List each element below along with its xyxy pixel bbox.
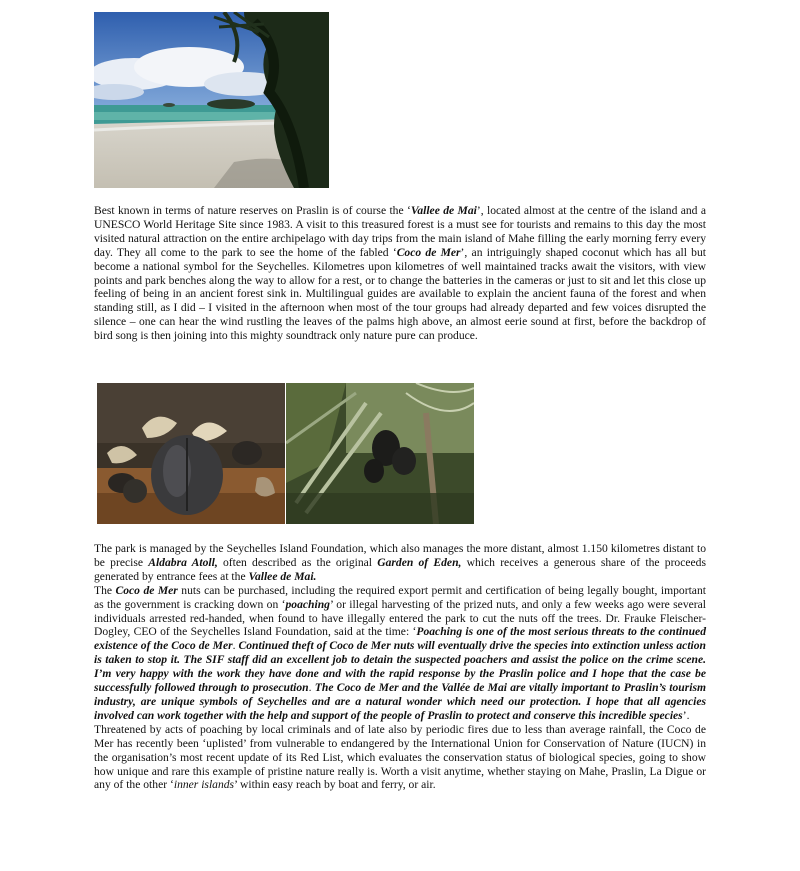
paragraph-vallee-de-mai: Best known in terms of nature reserves on Praslin is of course the ‘Vallee de Mai’, located almost at the centre of the island and a UNESCO World Heritage Site since 1983. A visit to this treasured forest is a must see for tourists and remains to this day the most visited natural attraction on the entire archipelago with day trips from the main island of Mahe filling the early morning ferry every day. They all come to the park to see the home of the fabled ‘Coco de Mer’, an intriguingly shaped coconut which has all but become a national symbol for the Seychelles. Kilometres upon kilometres of well maintained tracks await the visitors, with view points and park benches along the way to allow for a rest, or to change the batteries in the cameras or just to sit and let this close up feeling of being in an ancient forest sink in. Multilingual guides are available to explain the ancient fauna of the forest and when standing still, as I did – I visited in the afternoon when most of the tour groups had already departed and few voices disrupted the silence – one can hear the wind rustling the leaves of the palms high above, an almost eerie sound at first, before the backdrop of bird song is then joining into this mighty soundtrack only nature pure can produce. xyxy=(94,204,706,343)
paragraph-iucn-red-list: Threatened by acts of poaching by local criminals and of late also by periodic fires due to less than average rainfall, the Coco de Mer has recently been ‘uplisted’ from vulnerable to endangered by the International Union for Conservation of Nature (IUCN) in the organisation’s most recent update of its Red List, which evaluates the conservation status of biological species, going to show how unique and rare this example of pristine nature really is. Worth a visit anytime, whether staying on Mahe, Praslin, La Digue or any of the other ‘inner islands’ within easy reach by boat and ferry, or air. xyxy=(94,722,706,792)
paragraph-seychelles-island-foundation: The park is managed by the Seychelles Island Foundation, which also manages the more distant, almost 1.150 kilometres distant to be precise Aldabra Atoll, often described as the original Garden of Eden, which receives a generous share of the proceeds generated by entrance fees at the Vallee de Mai. The Coco de Mer nuts can be purchased, including the required export permit and certification of being legally bought, important as the government is cracking down on ‘poaching’ or illegal harvesting of the prized nuts, and only a few weeks ago were several individuals arrested red-handed, when found to have illegally entered the park to cut the nuts off the trees. Dr. Frauke Fleischer-Dogley, CEO of the Seychelles Island Foundation, said at the time: ‘Poaching is one of the most serious threats to the continued existence of the Coco de Mer. Continued theft of Coco de Mer nuts will eventually drive the species into extinction unless action is taken to stop it. The SIF staff did an excellent job to detain the suspected poachers and assist the police on the crime scene. I’m very happy with the work they have done and with the rapid response by the Praslin police and I hope that the case be successfully followed through to prosecution. The Coco de Mer and the Vallée de Mai are vitally important to Praslin’s tourism industry, are unique symbols of Seychelles and are a natural wonder which need our protection. I hope that all agencies involved can work together with the help and support of the people of Praslin to protect and conserve this incredible species’. Threatened by acts of poaching by local criminals and of late also by periodic fires due to less than average rainfall, the Coco de Mer has recently been ‘uplisted’ from vulnerable to endangered by the International Union for Conservation of Nature (IUCN) in the organisation’s most recent update of its Red List, which evaluates the conservation status of biological species, going to show how unique and rare this example of pristine nature really is. Worth a visit anytime, whether staying on Mahe, Praslin, La Digue or any of the other ‘inner islands’ within easy reach by boat and ferry, or air. xyxy=(94,542,707,792)
coco-de-mer-nuts-photo xyxy=(97,383,285,524)
beach-photo xyxy=(94,12,329,188)
paragraph-coco-de-mer-poaching: The Coco de Mer nuts can be purchased, including the required export permit and certification of being legally bought, important as the government is cracking down on ‘poaching’ or illegal harvesting of the prized nuts, and only a few weeks ago were several individuals arrested red-handed, when found to have illegally entered the park to cut the nuts off the trees. Dr. Frauke Fleischer-Dogley, CEO of the Seychelles Island Foundation, said at the time: ‘Poaching is one of the most serious threats to the continued existence of the Coco de Mer. Continued theft of Coco de Mer nuts will eventually drive the species into extinction unless action is taken to stop it. The SIF staff did an excellent job to detain the suspected poachers and assist the police on the crime scene. I’m very happy with the work they have done and with the rapid response by the Praslin police and I hope that the case be successfully followed through to prosecution. The Coco de Mer and the Vallée de Mai are vitally important to Praslin’s tourism industry, are unique symbols of Seychelles and are a natural wonder which need our protection. I hope that all agencies involved can work together with the help and support of the people of Praslin to protect and conserve this incredible species’. xyxy=(94,583,707,722)
palm-tree-photo xyxy=(286,383,474,524)
